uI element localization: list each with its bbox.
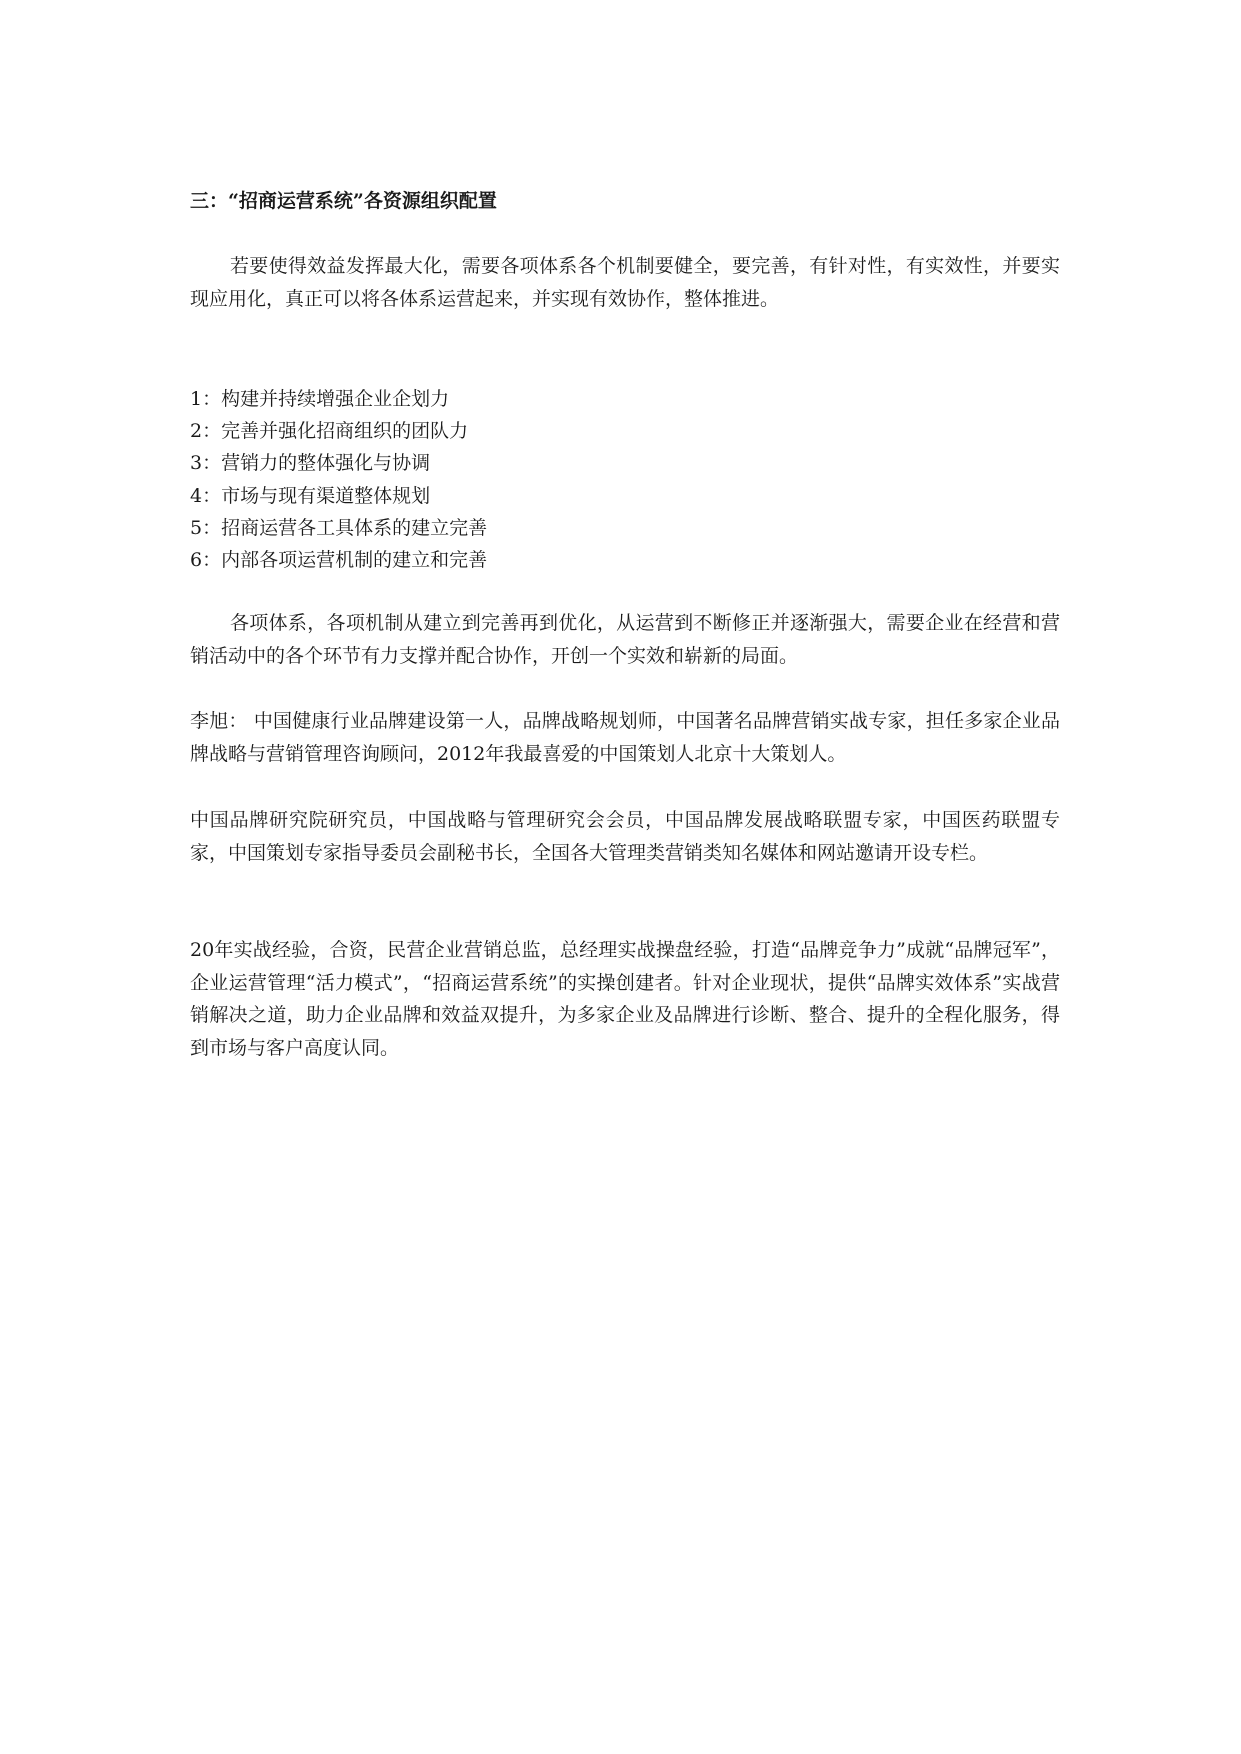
- measure-list: [190, 383, 487, 576]
- author-experience-paragraph: 20年实战经验，合资，民营企业营销总监，总经理实战操盘经验，打造“品牌竞争力”成就“品牌冠军”，企业运营管理“活力模式”，“招商运营系统”的实操创建者。针对企业现状，提供“品牌实效体系”实战营销解决之道，助力企业品牌和效益双提升，为多家企业及品牌进行诊断、整合、提升的全程化服务，得到市场与客户高度认同。: [190, 939, 1060, 1059]
- list-item: 3：营销力的整体强化与协调: [190, 452, 431, 475]
- author-bio-paragraph: 李旭： 中国健康行业品牌建设第一人，品牌战略规划师，中国著名品牌营销实战专家，担任多家企业品牌战略与营销管理咨询顾问，2012年我最喜爱的中国策划人北京十大策划人。: [190, 710, 1060, 765]
- author-credentials-paragraph: 中国品牌研究院研究员，中国战略与管理研究会会员，中国品牌发展战略联盟专家，中国医药联盟专家，中国策划专家指导委员会副秘书长，全国各大管理类营销类知名媒体和网站邀请开设专栏。: [190, 809, 1060, 864]
- list-item: 6：内部各项运营机制的建立和完善: [190, 549, 488, 572]
- list-item: 1：构建并持续增强企业企划力: [190, 388, 450, 410]
- section-heading: 三：“招商运营系统”各资源组织配置: [190, 190, 497, 212]
- list-item: 5：招商运营各工具体系的建立完善: [190, 516, 488, 539]
- list-item: 2：完善并强化招商组织的团队力: [190, 420, 469, 443]
- list-item: 4：市场与现有渠道整体规划: [190, 484, 431, 507]
- summary-paragraph: 各项体系，各项机制从建立到完善再到优化，从运营到不断修正并逐渐强大，需要企业在经营和营销活动中的各个环节有力支撑并配合协作，开创一个实效和崭新的局面。: [190, 612, 1060, 667]
- intro-paragraph: 若要使得效益发挥最大化，需要各项体系各个机制要健全，要完善，有针对性，有实效性，并要实现应用化，真正可以将各体系运营起来，并实现有效协作，整体推进。: [190, 255, 1060, 310]
